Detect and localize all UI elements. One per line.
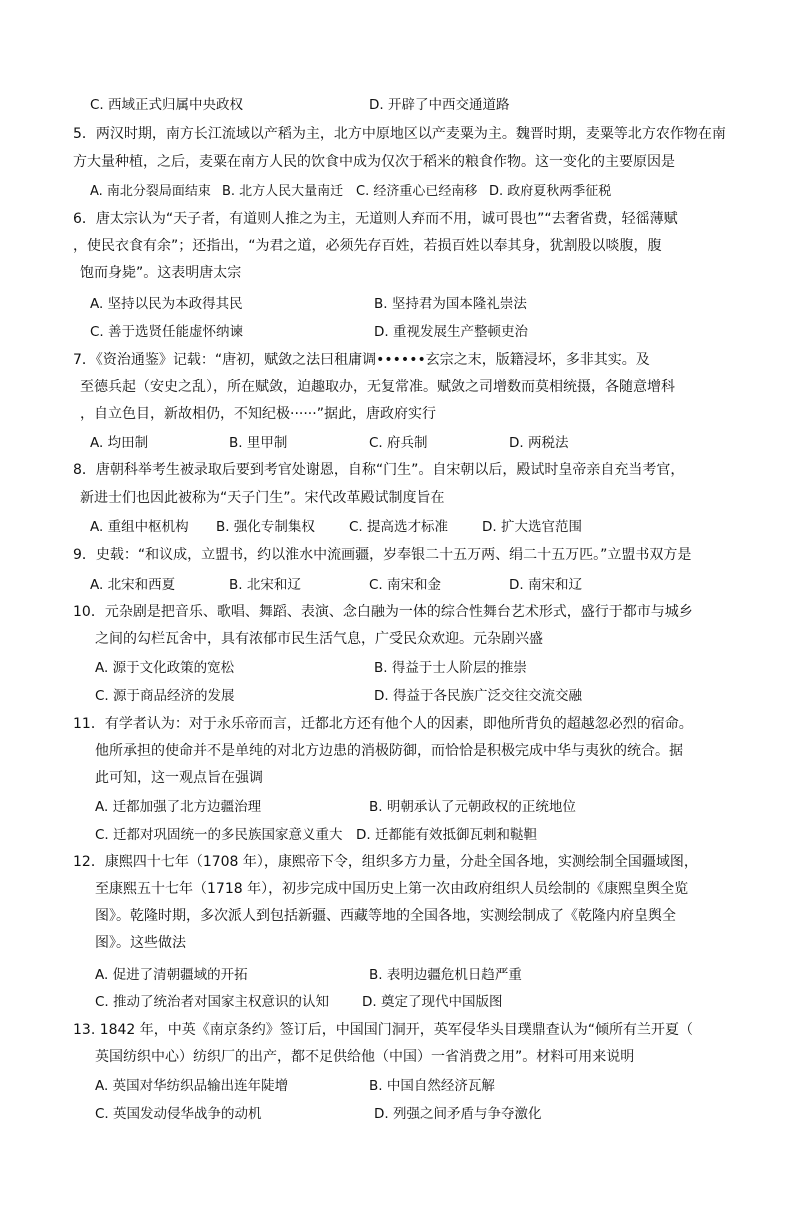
question-text: 9．史载：“和议成，立盟书，约以淮水中流画疆，岁奉银二十五万两、绢二十五万匹。”立盟书双方是: [73, 547, 692, 563]
option-d: D. 南宋和辽: [509, 577, 582, 593]
option-a: A. 源于文化政策的宽松: [95, 660, 235, 676]
question-text: 此可知，这一观点旨在强调: [95, 770, 263, 786]
question-text: 方大量种植，之后，麦粟在南方人民的饮食中成为仅次于稻米的粮食作物。这一变化的主要原因是: [73, 154, 675, 170]
option-c: C. 善于选贤任能虚怀纳谏: [90, 324, 244, 340]
option-d: D. 开辟了中西交通道路: [369, 97, 510, 113]
question-text: 他所承担的使命并不是单纯的对北方边患的消极防御，而恰恰是积极完成中华与夷狄的统合。据: [95, 743, 683, 759]
option-d: D. 奠定了现代中国版图: [362, 994, 503, 1010]
option-d: D. 政府夏秋两季征税: [489, 184, 612, 199]
option-c: C. 南宋和金: [369, 577, 442, 593]
option-a: A. 南北分裂局面结束: [90, 184, 211, 199]
question-text: 5．两汉时期，南方长江流域以产稻为主，北方中原地区以产麦粟为主。魏晋时期，麦粟等北方农作物在南: [73, 126, 726, 142]
option-b: B. 里甲制: [229, 435, 288, 451]
option-a: A. 促进了清朝疆域的开拓: [95, 967, 248, 983]
question-text: 8．唐朝科举考生被录取后要到考官处谢恩，自称“门生”。自宋朝以后，殿试时皇帝亲自充当考官，: [73, 462, 685, 478]
question-text: 至康熙五十七年（1718 年），初步完成中国历史上第一次由政府组织人员绘制的《康熙皇舆全览: [95, 881, 689, 897]
question-text: 6．唐太宗认为“天子者，有道则人推之为主，无道则人弃而不用，诚可畏也”“去奢省费，轻徭薄赋: [73, 211, 678, 227]
option-c: C. 英国发动侵华战争的动机: [95, 1106, 262, 1122]
option-c: C. 西域正式归属中央政权: [90, 97, 244, 113]
option-b: B. 坚持君为国本隆礼崇法: [374, 296, 527, 312]
option-b: B. 表明边疆危机日趋严重: [369, 967, 522, 983]
option-b: B. 北宋和辽: [229, 577, 301, 593]
question-text: 之间的勾栏瓦舍中，具有浓郁市民生活气息，广受民众欢迎。元杂剧兴盛: [95, 631, 543, 647]
option-a: A. 英国对华纺织品输出连年陡增: [95, 1078, 289, 1094]
option-c: C. 推动了统治者对国家主权意识的认知: [95, 994, 330, 1010]
option-b: B. 得益于士人阶层的推崇: [374, 660, 527, 676]
option-a: A. 迁都加强了北方边疆治理: [95, 799, 262, 815]
option-d: D. 迁都能有效抵御瓦剌和鞑靼: [356, 827, 537, 843]
question-text: 图》。这些做法: [95, 935, 186, 951]
option-c: C. 源于商品经济的发展: [95, 688, 235, 704]
question-text: 英国纺织中心）纺织厂的出产，都不足供给他（中国）一省消费之用”。材料可用来说明: [95, 1049, 635, 1065]
option-b: B. 明朝承认了元朝政权的正统地位: [369, 799, 576, 815]
option-d: D. 扩大选官范围: [482, 519, 582, 535]
question-text: 13. 1842 年，中英《南京条约》签订后，中国国门洞开，英军侵华头目璞鼎查认为“倾所有兰开夏（: [73, 1022, 694, 1038]
option-d: D. 重视发展生产整顿吏治: [374, 324, 528, 340]
question-text: 饱而身毙”。这表明唐太宗: [80, 265, 242, 281]
option-d: D. 得益于各民族广泛交往交流交融: [374, 688, 582, 704]
option-a: A. 坚持以民为本政得其民: [90, 296, 243, 312]
question-text: 至德兵起（安史之乱），所在赋敛，迫趣取办，无复常准。赋敛之司增数而莫相统摄，各随意增科: [80, 379, 675, 395]
question-text: 新进士们也因此被称为“天子门生”。宋代改革殿试制度旨在: [80, 490, 445, 506]
option-a: A. 北宋和西夏: [90, 577, 176, 593]
option-c: C. 迁都对巩固统一的多民族国家意义重大: [95, 827, 343, 843]
option-a: A. 重组中枢机构: [90, 519, 189, 535]
option-a: A. 均田制: [90, 435, 149, 451]
question-text: ，使民衣食有余”；还指出，“为君之道，必须先存百姓，若损百姓以奉其身，犹割股以啖腹，腹: [73, 238, 662, 254]
question-text: ，自立色目，新故相仍，不知纪极······”据此，唐政府实行: [80, 406, 436, 422]
question-text: 7．《资治通鉴》记载：“唐初，赋敛之法曰租庸调••••••玄宗之末，版籍浸坏，多非其实。及: [73, 352, 650, 368]
question-text: 12．康熙四十七年（1708 年），康熙帝下令，组织多方力量，分赴全国各地，实测绘制全国疆域图，: [73, 854, 698, 870]
option-c: C. 提高选才标准: [349, 519, 449, 535]
question-text: 图》。乾隆时期，多次派人到包括新疆、西藏等地的全国各地，实测绘制成了《乾隆内府皇舆全: [95, 908, 676, 924]
option-c: C. 府兵制: [369, 435, 428, 451]
question-text: 10．元杂剧是把音乐、歌唱、舞蹈、表演、念白融为一体的综合性舞台艺术形式，盛行于都市与城乡: [73, 604, 693, 620]
option-d: D. 两税法: [509, 435, 569, 451]
option-b: B. 中国自然经济瓦解: [369, 1078, 495, 1094]
option-c: C. 经济重心已经南移: [356, 184, 478, 199]
option-d: D. 列强之间矛盾与争夺激化: [374, 1106, 542, 1122]
option-b: B. 强化专制集权: [216, 519, 315, 535]
option-b: B. 北方人民大量南迁: [222, 184, 344, 199]
question-text: 11．有学者认为：对于永乐帝而言，迁都北方还有他个人的因素，即他所背负的超越忽必烈的宿命。: [73, 716, 693, 732]
